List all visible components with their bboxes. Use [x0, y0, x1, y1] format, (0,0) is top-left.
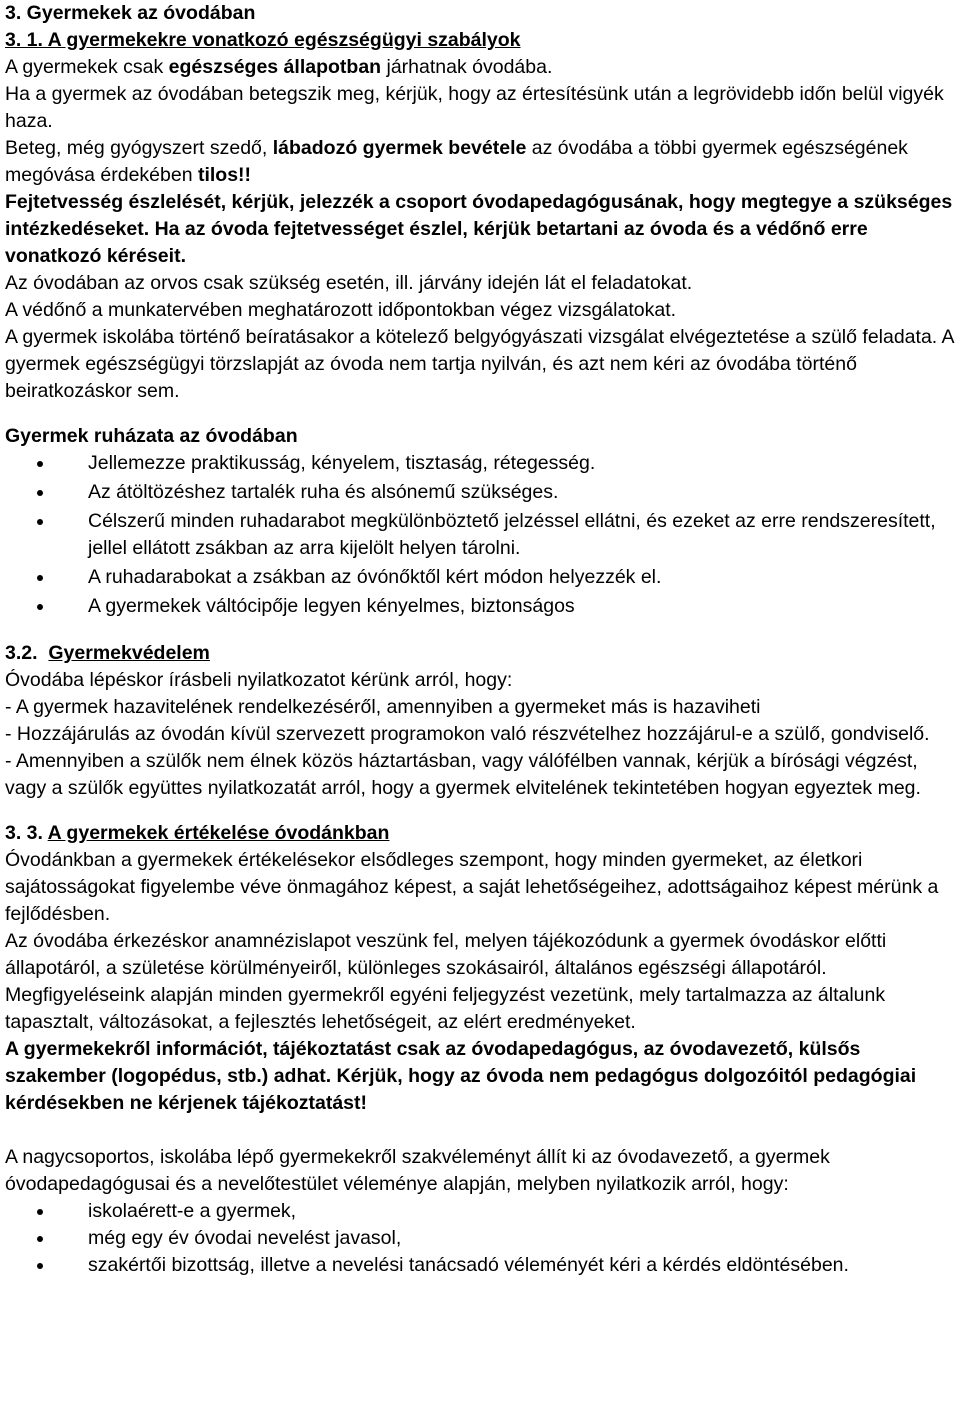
evaluation-paragraph-1: Óvodánkban a gyermekek értékelésekor elsődleges szempont, hogy minden gyermeket, az életkori sajátosságokat figyelembe véve önmagához képest, a saját lehetőségeihez, adottságaihoz képest mérünk a fejlődésben. [5, 849, 939, 925]
emphasis-convalescent: lábadozó gyermek bevétele [272, 137, 527, 159]
paragraph-nurse: A védőnő a munkatervében meghatározott időpontokban végez vizsgálatokat. [5, 299, 677, 321]
school-readiness-list [5, 1198, 955, 1279]
spacer [5, 1117, 955, 1144]
emphasis-forbidden: tilos!! [197, 164, 252, 186]
list-item: Célszerű minden ruhadarabot megkülönböztető jelzéssel ellátni, és ezeket az erre rendszeresített, jellel ellátott zsákban az arra kijelölt helyen tárolni. [5, 508, 955, 562]
evaluation-paragraph-2: Az óvodába érkezéskor anamnézislapot veszünk fel, melyen tájékozódunk a gyermek óvodáskor előtti állapotáról, a születése körülményeiről, különleges szokásairól, általános egészségi állapotáról. Megfigyeléseink alapján minden gyermekről egyéni feljegyzést vezetünk, mely tartalmazza az általunk tapasztalt, változásokat, a fejlesztés lehetőségeit, az elért eredményeket. [5, 930, 887, 1033]
clothing-list [5, 450, 955, 620]
section-title: 3. Gyermekek az óvodában [5, 2, 256, 24]
child-protection-intro: Óvodába lépéskor írásbeli nyilatkozatot kérünk arról, hogy: [5, 669, 513, 691]
child-protection-heading: 3.2. Gyermekvédelem [5, 642, 210, 664]
list-item: szakértői bizottság, illetve a nevelési tanácsadó véleményét kéri a kérdés eldöntésében. [5, 1252, 955, 1279]
list-item: iskolaérett-e a gyermek, [5, 1198, 955, 1225]
paragraph-health-2: Ha a gyermek az óvodában betegszik meg, kérjük, hogy az értesítésünk után a legrövidebb időn belül vigyék haza. [5, 83, 944, 132]
paragraph-health-3: Beteg, még gyógyszert szedő, lábadozó gyermek bevétele az óvodába a többi gyermek egészségének megóvása érdekében tilos!! [5, 137, 908, 186]
list-item: még egy év óvodai nevelést javasol, [5, 1225, 955, 1252]
list-item: Jellemezze praktikusság, kényelem, tisztaság, rétegesség. [5, 450, 955, 477]
spacer [5, 802, 955, 820]
child-protection-item-3: - Amennyiben a szülők nem élnek közös háztartásban, vagy válófélben vannak, kérjük a bírósági végzést, vagy a szülők együttes nyilatkozatát arról, hogy a gyermek elvitelének tekintetében hogyan egyeztek meg. [5, 750, 921, 799]
spacer [5, 622, 955, 640]
clothing-heading: Gyermek ruházata az óvodában [5, 425, 298, 447]
evaluation-paragraph-4: A nagycsoportos, iskolába lépő gyermekekről szakvéleményt állít ki az óvodavezető, a gyermek óvodapedagógusai és a nevelőtestület véleménye alapján, melyben nyilatkozik arról, hogy: [5, 1146, 830, 1195]
paragraph-doctor: Az óvodában az orvos csak szükség esetén, ill. járvány idején lát el feladatokat. [5, 272, 693, 294]
list-item: A ruhadarabokat a zsákban az óvónőktől kért módon helyezzék el. [5, 564, 955, 591]
evaluation-heading: 3. 3. A gyermekek értékelése óvodánkban [5, 822, 390, 844]
paragraph-lice: Fejtetvesség észlelését, kérjük, jelezzék a csoport óvodapedagógusának, hogy megtegye a szükséges intézkedéseket. Ha az óvoda fejtetvességet észlel, kérjük betartani az óvoda és a védőnő erre vonatkozó kéréseit. [5, 191, 953, 267]
paragraph-school-enrollment: A gyermek iskolába történő beíratásakor a kötelező belgyógyászati vizsgálat elvégeztetése a szülő feladata. A gyermek egészségügyi törzslapját az óvoda nem tartja nyilván, és azt nem kéri az óvodába történő beiratkozáskor sem. [5, 326, 954, 402]
emphasis-healthy: egészséges állapotban [168, 56, 382, 78]
document-page [5, 0, 955, 1279]
evaluation-paragraph-3: A gyermekekről információt, tájékoztatást csak az óvodapedagógus, az óvodavezető, külsős szakember (logopédus, stb.) adhat. Kérjük, hogy az óvoda nem pedagógus dolgozóitól pedagógiai kérdésekben ne kérjenek tájékoztatást! [5, 1038, 917, 1114]
spacer [5, 405, 955, 423]
child-protection-item-2: - Hozzájárulás az óvodán kívül szervezett programokon való részvételhez hozzájárul-e a szülő, gondviselő. [5, 723, 930, 745]
subsection-heading-health: 3. 1. A gyermekekre vonatkozó egészségügyi szabályok [5, 29, 521, 51]
list-item: Az átöltözéshez tartalék ruha és alsónemű szükséges. [5, 479, 955, 506]
paragraph-health-1: A gyermekek csak egészséges állapotban járhatnak óvodába. [5, 56, 553, 78]
list-item: A gyermekek váltócipője legyen kényelmes, biztonságos [5, 593, 955, 620]
child-protection-item-1: - A gyermek hazavitelének rendelkezéséről, amennyiben a gyermeket más is hazaviheti [5, 696, 761, 718]
